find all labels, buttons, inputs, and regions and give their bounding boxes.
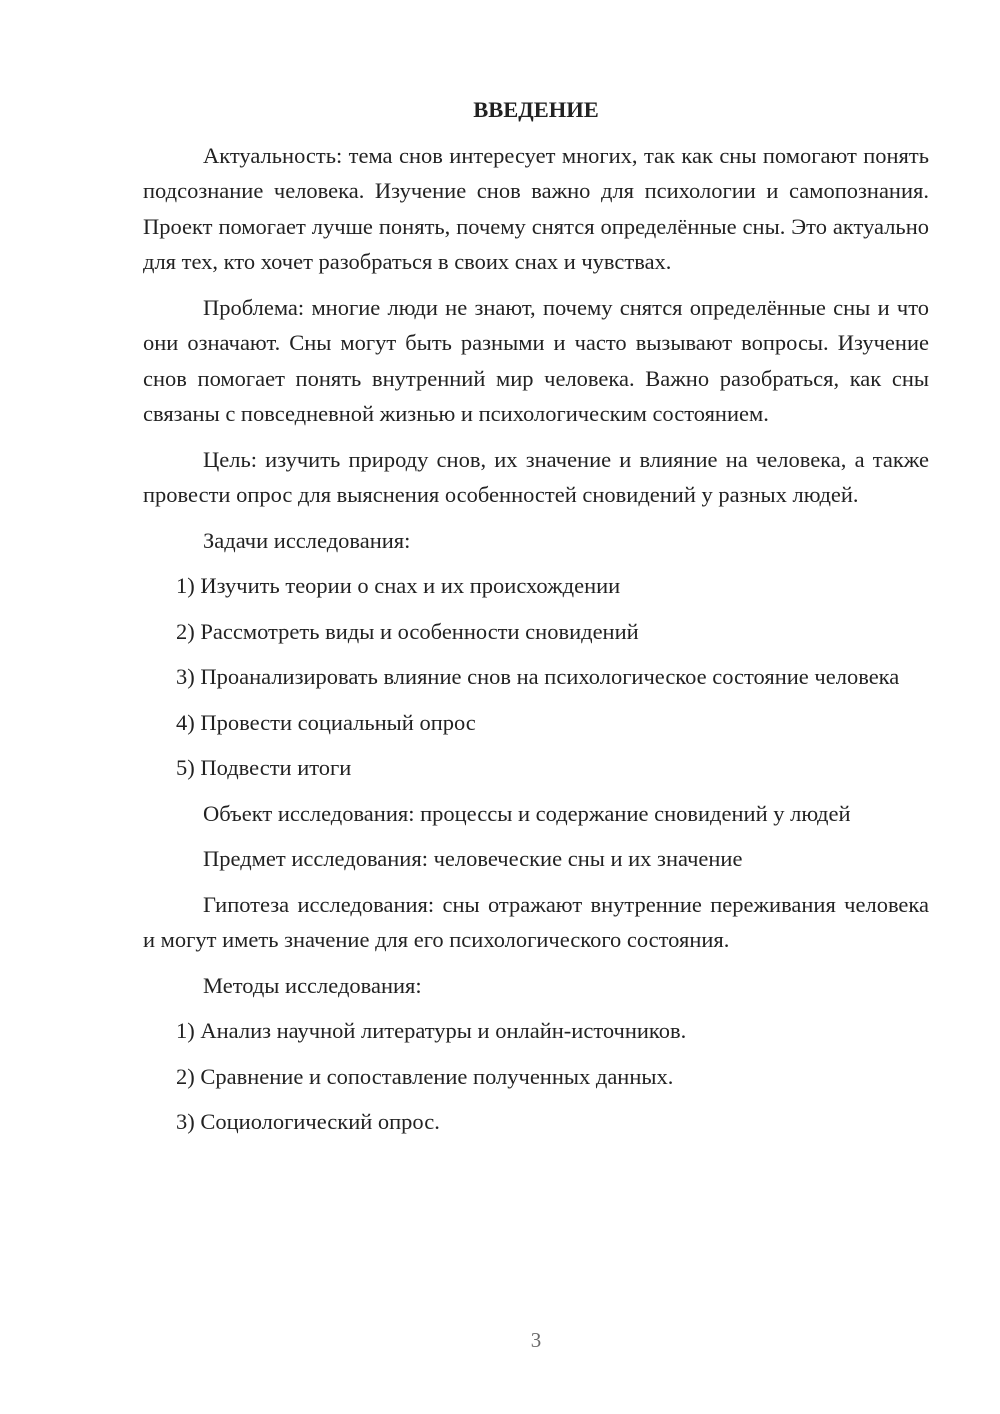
page-content [143,92,929,1150]
section-title: ВВЕДЕНИЕ [473,97,599,122]
page-number: 3 [530,1328,542,1352]
task-item-4: 4) Провести социальный опрос [176,709,476,735]
hypothesis-paragraph: Гипотеза исследования: сны отражают внутренние переживания человека и могут иметь значение для его психологического состояния. [143,891,929,952]
method-item-3: 3) Социологический опрос. [176,1109,440,1134]
task-item-3: 3) Проанализировать влияние снов на психологическое состояние человека [176,664,900,689]
problem-paragraph: Проблема: многие люди не знают, почему снятся определённые сны и что они означают. Сны могут быть разными и часто вызывают вопросы. Изучение снов помогает понять внутренний мир человека. Важно разобраться, как сны связаны с повседневной жизнью и психологическим состоянием. [143,294,929,426]
object-paragraph: Объект исследования: процессы и содержание сновидений у людей [203,800,851,826]
tasks-heading: Задачи исследования: [203,527,411,553]
goal-paragraph: Цель: изучить природу снов, их значение и влияние на человека, а также провести опрос для выяснения особенностей сновидений у разных людей. [143,446,929,507]
task-item-2: 2) Рассмотреть виды и особенности сновидений [176,618,639,644]
method-item-2: 2) Сравнение и сопоставление полученных данных. [176,1063,674,1089]
method-item-1: 1) Анализ научной литературы и онлайн-источников. [176,1018,687,1043]
task-item-5: 5) Подвести итоги [176,755,352,780]
task-item-1: 1) Изучить теории о снах и их происхождении [176,573,621,598]
subject-paragraph: Предмет исследования: человеческие сны и их значение [203,846,743,871]
methods-heading: Методы исследования: [203,972,422,998]
relevance-paragraph: Актуальность: тема снов интересует многих, так как сны помогают понять подсознание человека. Изучение снов важно для психологии и самопознания. Проект помогает лучше понять, почему снятся определённые сны. Это актуально для тех, кто хочет разобраться в своих снах и чувствах. [143,142,929,274]
